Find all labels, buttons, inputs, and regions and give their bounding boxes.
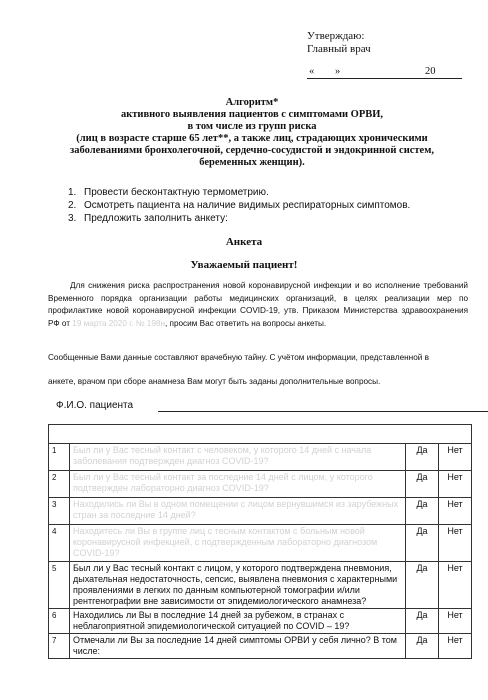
quote-close: » (335, 66, 341, 77)
answer-no[interactable]: Нет (439, 498, 472, 525)
answer-yes[interactable]: Да (406, 444, 439, 471)
anketa-heading: Анкета (225, 236, 263, 248)
intro-paragraph (48, 280, 468, 330)
answer-yes[interactable]: Да (406, 498, 439, 525)
table-row (49, 634, 472, 659)
step-number: 3. (68, 213, 77, 224)
title-line-5: заболеваниями бронхолегочной, сердечно-сосудистой и эндокринной систем, (70, 145, 434, 156)
table-row (49, 444, 472, 471)
approval-year: 20 (425, 66, 436, 77)
steps-list (68, 186, 468, 225)
question-text: Был ли у Вас тесный контакт за последние 14 дней с лицом, у которого подтвержден лабораторно диагноз COVID-19? (70, 471, 406, 498)
confidentiality-line-2: анкете, врачом при сборе анамнеза Вам могут быть заданы дополнительные вопросы. (48, 377, 381, 386)
question-text: Был ли у Вас тесный контакт с лицом, у которого подтверждена пневмония, дыхательная недостаточность, сепсис, выявлена пневмония с характерными проявлениями в легких по данным компьютерной томографии и/или рентгенографии вне зависимости от эпидемиологического анамнеза? (70, 562, 406, 609)
question-text: Находитесь ли Вы в группе лиц с тесным контактом с больным новой коронавирусной инфекцией, с подтвержденным лабораторно диагнозом COVID-19? (70, 525, 406, 562)
table-row (49, 562, 472, 609)
title-line-6: беременных женщин). (199, 157, 305, 168)
table-row (49, 498, 472, 525)
patient-name-label: Ф.И.О. пациента (56, 400, 134, 411)
title-line-2: активного выявления пациентов с симптомами ОРВИ, (120, 109, 384, 120)
question-text: Находились ли Вы в последние 14 дней за рубежом, в странах с неблагоприятной эпидемиологической ситуацией по COVID – 19? (70, 609, 406, 634)
answer-no[interactable]: Нет (439, 444, 472, 471)
question-number: 2 (49, 471, 70, 498)
question-text: Отмечали ли Вы за последние 14 дней симптомы ОРВИ у себя лично? В том числе: (70, 634, 406, 659)
quote-open: « (309, 66, 315, 77)
question-number: 3 (49, 498, 70, 525)
step-item (68, 186, 468, 199)
document-title (40, 97, 464, 169)
title-line-4: (лиц в возрасте старше 65 лет**, а также лиц, страдающих хроническими (76, 133, 428, 144)
approval-label: Утверждаю: (307, 30, 365, 42)
step-item (68, 212, 468, 225)
question-text: Находились ли Вы в одном помещении с лицом вернувшимся из зарубежных стран за последние 14 дней? (70, 498, 406, 525)
answer-yes[interactable]: Да (406, 471, 439, 498)
approval-date-line (307, 66, 462, 79)
approval-block (307, 30, 371, 56)
answer-no[interactable]: Нет (439, 525, 472, 562)
question-number: 6 (49, 609, 70, 634)
answer-no[interactable]: Нет (439, 609, 472, 634)
title-line-1: Алгоритм* (225, 97, 279, 108)
question-number: 4 (49, 525, 70, 562)
approval-position: Главный врач (307, 43, 371, 55)
table-row (49, 525, 472, 562)
answer-yes[interactable]: Да (406, 609, 439, 634)
intro-blurred-date: 19 марта 2020 г. № 198н (72, 318, 165, 328)
table-row (49, 609, 472, 634)
answer-no[interactable]: Нет (439, 562, 472, 609)
anketa-greeting: Уважаемый пациент! (190, 259, 298, 271)
table-row (49, 471, 472, 498)
question-number: 1 (49, 444, 70, 471)
step-number: 1. (68, 187, 77, 198)
answer-yes[interactable]: Да (406, 634, 439, 659)
answer-yes[interactable]: Да (406, 562, 439, 609)
answer-no[interactable]: Нет (439, 471, 472, 498)
question-number: 5 (49, 562, 70, 609)
intro-text-end: , просим Вас ответить на вопросы анкеты. (164, 318, 327, 328)
intro-text: Для снижения риска распространения новой коронавирусной инфекции и во исполнение требований Временного порядка организации работы медицинских организаций, в целях реализации мер по профилактике новой коронавирусной инфекции COVID-19, утв. Приказом Министерства здравоохранения РФ от (48, 281, 468, 328)
patient-name-field (56, 400, 464, 411)
answer-yes[interactable]: Да (406, 525, 439, 562)
step-number: 2. (68, 200, 77, 211)
confidentiality-line-1: Сообщенные Вами данные составляют врачебную тайну. С учётом информации, представленной в (48, 353, 429, 362)
answer-no[interactable]: Нет (439, 634, 472, 659)
question-text: Был ли у Вас тесный контакт с человеком, у которого 14 дней с начала заболевания подтвержден диагноз COVID-19? (70, 444, 406, 471)
questions-table (48, 424, 472, 659)
step-text: Провести бесконтактную термометрию. (84, 187, 269, 198)
table-header-row (49, 425, 472, 444)
step-item (68, 199, 468, 212)
patient-name-input-line[interactable] (158, 411, 488, 412)
question-number: 7 (49, 634, 70, 659)
title-line-3: в том числе из групп риска (187, 121, 317, 132)
step-text: Предложить заполнить анкету: (84, 213, 228, 224)
step-text: Осмотреть пациента на наличие видимых респираторных симптомов. (84, 200, 411, 211)
